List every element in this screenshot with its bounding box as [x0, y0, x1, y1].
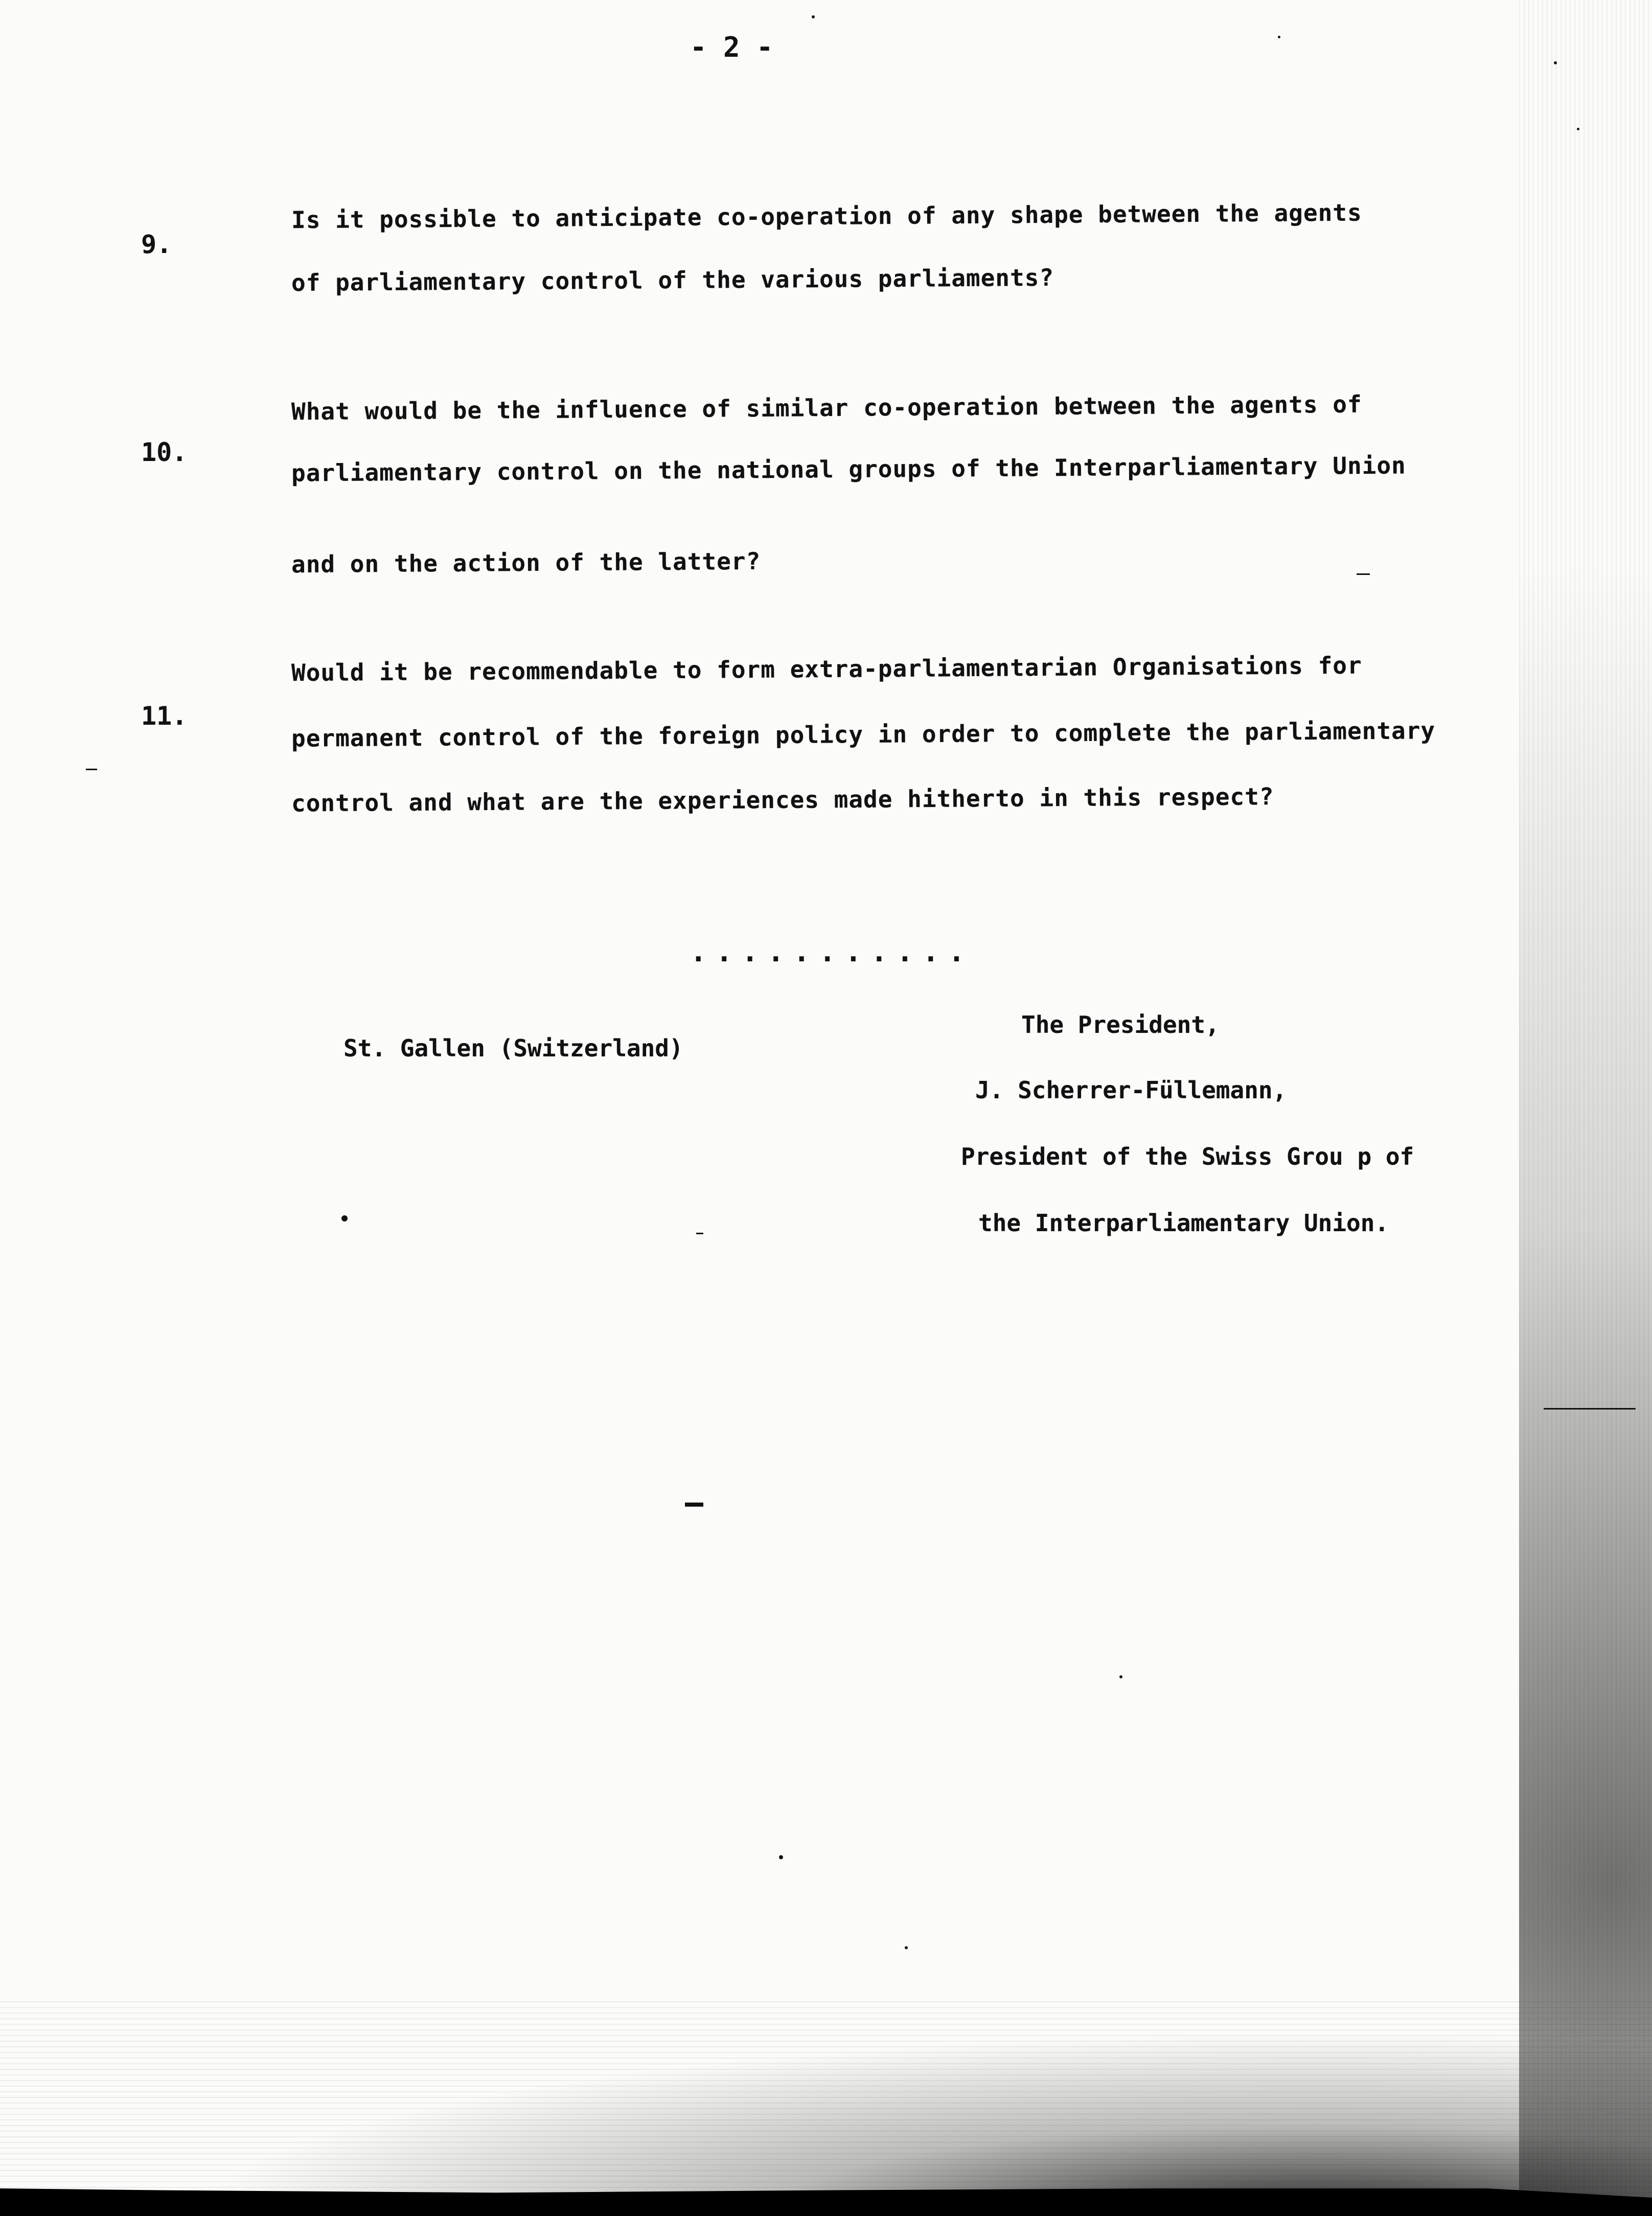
scan-mark	[1544, 1408, 1636, 1410]
scan-edge-bottom	[0, 2155, 1652, 2216]
question-line: permanent control of the foreign policy in order to complete the parliamentary	[291, 717, 1436, 752]
scan-noise-bottom	[0, 2001, 1652, 2216]
scan-mark	[685, 1503, 703, 1507]
question-line: parliamentary control on the national groups of the Interparliamentary Union	[291, 451, 1406, 487]
place-line: St. Gallen (Switzerland)	[343, 1034, 683, 1062]
question-line: and on the action of the latter?	[291, 547, 761, 579]
question-line: What would be the influence of similar co-operation between the agents of	[291, 390, 1362, 426]
separator-dots: ...........	[690, 936, 974, 968]
question-number: 10.	[141, 437, 188, 467]
scan-speck	[779, 1855, 783, 1859]
question-number: 11.	[141, 701, 188, 731]
scan-speck	[1554, 61, 1557, 64]
signature-line: the Interparliamentary Union.	[978, 1209, 1389, 1237]
scan-speck	[1577, 128, 1579, 130]
question-line: Is it possible to anticipate co-operation of any shape between the agents	[291, 198, 1362, 234]
signature-line: J. Scherrer-Füllemann,	[975, 1076, 1287, 1104]
scan-mark	[696, 1233, 703, 1234]
question-line: control and what are the experiences made hitherto in this respect?	[291, 782, 1274, 817]
scan-speck	[905, 1946, 908, 1949]
signature-line: The President,	[1021, 1011, 1220, 1038]
scan-mark	[86, 769, 97, 770]
scan-speck	[1278, 36, 1280, 38]
question-number: 9.	[141, 229, 172, 259]
question-line: Would it be recommendable to form extra-parliamentarian Organisations for	[291, 651, 1362, 687]
signature-line: President of the Swiss Grou p of	[961, 1143, 1414, 1170]
scan-mark	[1357, 573, 1370, 575]
scan-speck	[812, 15, 815, 18]
scan-speck	[341, 1215, 348, 1221]
scan-speck	[1119, 1675, 1122, 1678]
scan-noise-right	[1519, 0, 1652, 2216]
page-number: - 2 -	[690, 31, 773, 63]
question-line: of parliamentary control of the various parliaments?	[291, 263, 1054, 297]
